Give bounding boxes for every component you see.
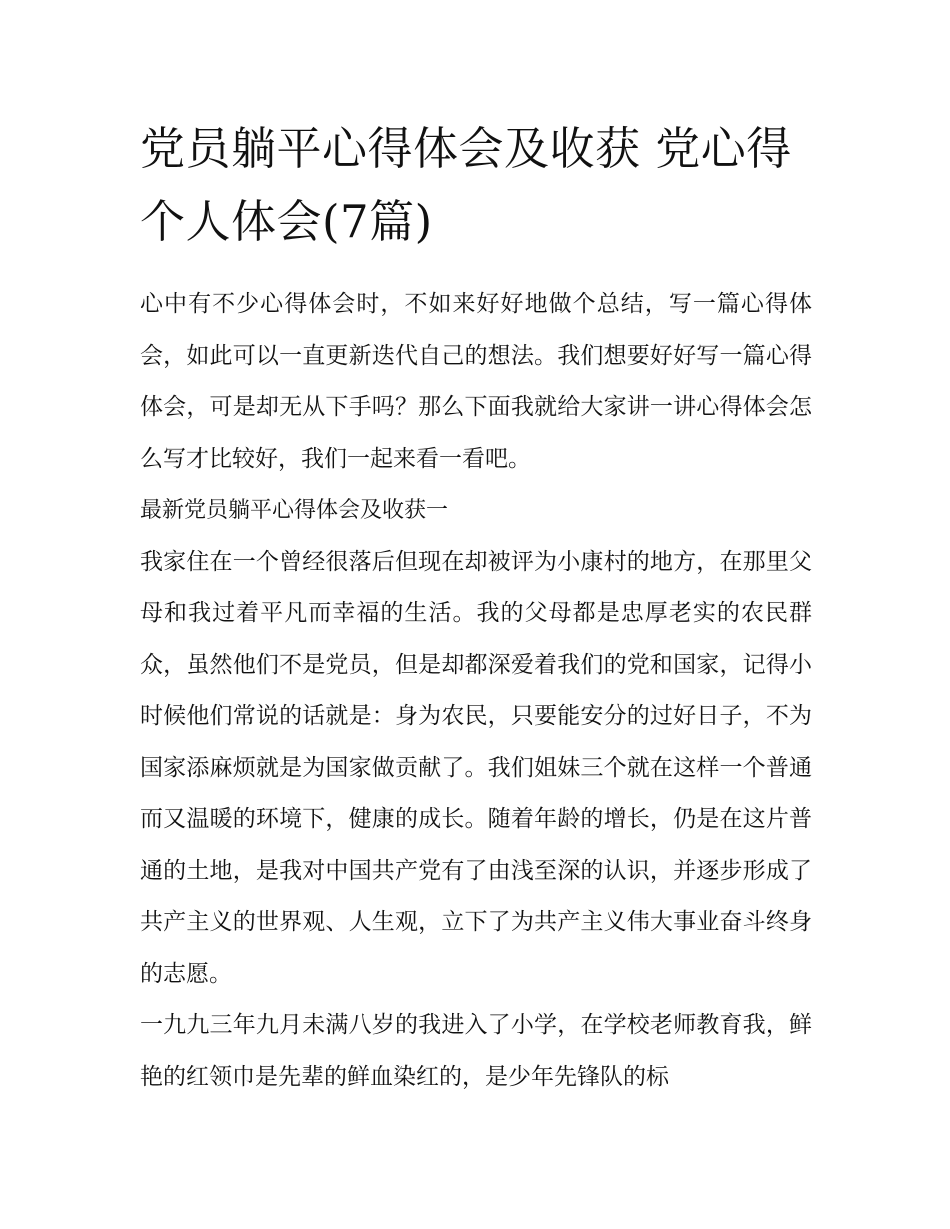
document-title: 党员躺平心得体会及收获 党心得个人体会(7篇) <box>140 122 792 248</box>
body-paragraph: 我家住在一个曾经很落后但现在却被评为小康村的地方，在那里父母和我过着平凡而幸福的生活。我的父母都是忠厚老实的农民群众，虽然他们不是党员，但是却都深爱着我们的党和国家，记得小时候他们常说的话就是：身为农民，只要能安分的过好日子，不为国家添麻烦就是为国家做贡献了。我们姐妹三个就在这样一个普通而又温暖的环境下，健康的成长。随着年龄的增长，仍是在这片普通的土地，是我对中国共产党有了由浅至深的认识，并逐步形成了共产主义的世界观、人生观，立下了为共产主义伟大事业奋斗终身的志愿。 <box>140 548 812 987</box>
document-page <box>140 112 812 1103</box>
section-heading: 最新党员躺平心得体会及收获一 <box>140 498 449 523</box>
body-paragraph: 一九九三年九月未满八岁的我进入了小学，在学校老师教育我，鲜艳的红领巾是先辈的鲜血染红的，是少年先锋队的标 <box>140 1012 812 1090</box>
intro-paragraph: 心中有不少心得体会时，不如来好好地做个总结，写一篇心得体会，如此可以一直更新迭代自己的想法。我们想要好好写一篇心得体会，可是却无从下手吗？那么下面我就给大家讲一讲心得体会怎么写才比较好，我们一起来看一看吧。 <box>140 291 812 472</box>
document-body <box>140 279 812 1103</box>
